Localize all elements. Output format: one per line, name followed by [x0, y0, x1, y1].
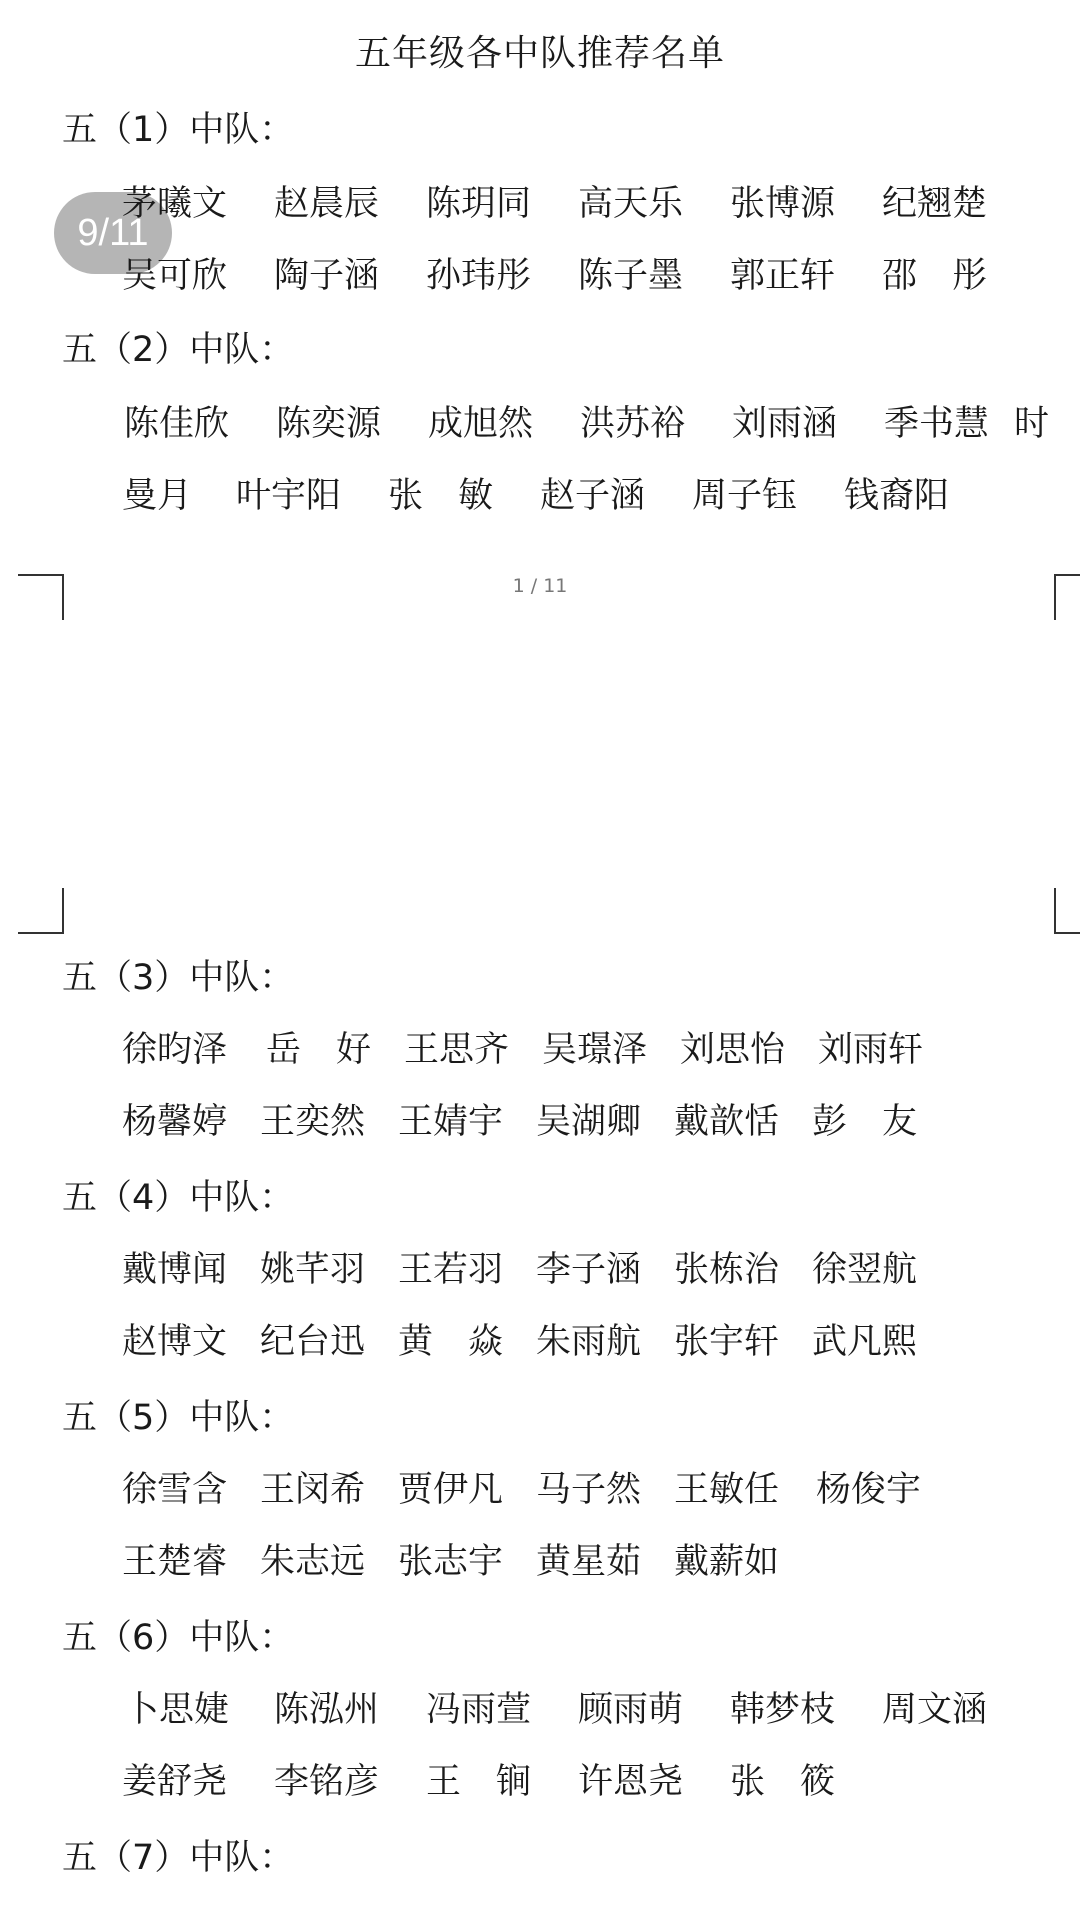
- student-name: 吴璟泽: [542, 1030, 648, 1070]
- student-name: 陶子涵: [274, 256, 380, 296]
- student-name: 茅曦文: [122, 184, 228, 224]
- squad-heading-7: 五（7）中队：: [62, 1838, 295, 1878]
- student-name: 彭 友: [812, 1102, 918, 1142]
- student-name: 戴博闻: [122, 1250, 228, 1290]
- student-name: 陈泓州: [274, 1690, 380, 1730]
- student-name: 陈佳欣: [124, 404, 230, 444]
- student-name: 陈子墨: [578, 256, 684, 296]
- student-name: 卜思婕: [124, 1690, 230, 1730]
- student-name: 王奕然: [260, 1102, 366, 1142]
- student-name: 韩梦枝: [730, 1690, 836, 1730]
- student-name: 曼月: [122, 476, 193, 516]
- student-name: 王 锏: [426, 1762, 532, 1802]
- student-name: 王楚睿: [122, 1542, 228, 1582]
- page-indicator-badge: 9/11: [54, 192, 172, 274]
- student-name: 王闵希: [260, 1470, 366, 1510]
- student-name: 朱志远: [260, 1542, 366, 1582]
- squad-heading-4: 五（4）中队：: [62, 1178, 295, 1218]
- student-name: 赵博文: [122, 1322, 228, 1362]
- student-name: 张博源: [730, 184, 836, 224]
- student-name: 姚芊羽: [260, 1250, 366, 1290]
- student-name: 徐翌航: [812, 1250, 918, 1290]
- student-name: 邵 彤: [882, 256, 988, 296]
- student-name: 戴薪如: [674, 1542, 780, 1582]
- student-name: 李铭彦: [274, 1762, 380, 1802]
- student-name: 赵晨辰: [274, 184, 380, 224]
- student-name: 高天乐: [578, 184, 684, 224]
- student-name: 黄星茹: [536, 1542, 642, 1582]
- student-name: 叶宇阳: [236, 476, 342, 516]
- student-name: 戴歆恬: [674, 1102, 780, 1142]
- page-number: 1 / 11: [512, 575, 568, 597]
- student-name: 马子然: [536, 1470, 642, 1510]
- student-name: 吴湖卿: [536, 1102, 642, 1142]
- student-name: 王敏任: [674, 1470, 780, 1510]
- student-name: 王若羽: [398, 1250, 504, 1290]
- squad-heading-3: 五（3）中队：: [62, 958, 295, 998]
- student-name: 冯雨萱: [426, 1690, 532, 1730]
- student-name: 陈玥同: [426, 184, 532, 224]
- student-name: 顾雨萌: [578, 1690, 684, 1730]
- student-name: 王思齐: [404, 1030, 510, 1070]
- student-name: 时: [1014, 404, 1050, 444]
- squad-heading-1: 五（1）中队：: [62, 110, 295, 150]
- student-name: 张 筱: [730, 1762, 836, 1802]
- student-name: 杨俊宇: [816, 1470, 922, 1510]
- student-name: 季书慧: [884, 404, 990, 444]
- student-name: 纪台迅: [260, 1322, 366, 1362]
- student-name: 孙玮彤: [426, 256, 532, 296]
- student-name: 周文涵: [882, 1690, 988, 1730]
- page-corner-mark: [18, 888, 64, 934]
- student-name: 岳 好: [266, 1030, 372, 1070]
- student-name: 张栋治: [674, 1250, 780, 1290]
- student-name: 郭正轩: [730, 256, 836, 296]
- student-name: 纪翘楚: [882, 184, 988, 224]
- student-name: 张宇轩: [674, 1322, 780, 1362]
- student-name: 成旭然: [428, 404, 534, 444]
- student-name: 刘思怡: [680, 1030, 786, 1070]
- student-name: 洪苏裕: [580, 404, 686, 444]
- student-name: 张 敏: [388, 476, 494, 516]
- squad-heading-2: 五（2）中队：: [62, 330, 295, 370]
- student-name: 赵子涵: [540, 476, 646, 516]
- page-corner-mark: [1054, 888, 1080, 934]
- student-name: 周子钰: [692, 476, 798, 516]
- student-name: 钱裔阳: [844, 476, 950, 516]
- document-title: 五年级各中队推荐名单: [354, 33, 725, 74]
- student-name: 张志宇: [398, 1542, 504, 1582]
- student-name: 朱雨航: [536, 1322, 642, 1362]
- squad-heading-6: 五（6）中队：: [62, 1618, 295, 1658]
- student-name: 王婧宇: [398, 1102, 504, 1142]
- student-name: 徐雪含: [122, 1470, 228, 1510]
- student-name: 杨馨婷: [122, 1102, 228, 1142]
- squad-heading-5: 五（5）中队：: [62, 1398, 295, 1438]
- student-name: 许恩尧: [578, 1762, 684, 1802]
- student-name: 姜舒尧: [122, 1762, 228, 1802]
- student-name: 黄 焱: [398, 1322, 504, 1362]
- student-name: 刘雨轩: [818, 1030, 924, 1070]
- student-name: 贾伊凡: [398, 1470, 504, 1510]
- student-name: 陈奕源: [276, 404, 382, 444]
- student-name: 吴可欣: [122, 256, 228, 296]
- student-name: 武凡熙: [812, 1322, 918, 1362]
- student-name: 徐昀泽: [122, 1030, 228, 1070]
- student-name: 刘雨涵: [732, 404, 838, 444]
- student-name: 李子涵: [536, 1250, 642, 1290]
